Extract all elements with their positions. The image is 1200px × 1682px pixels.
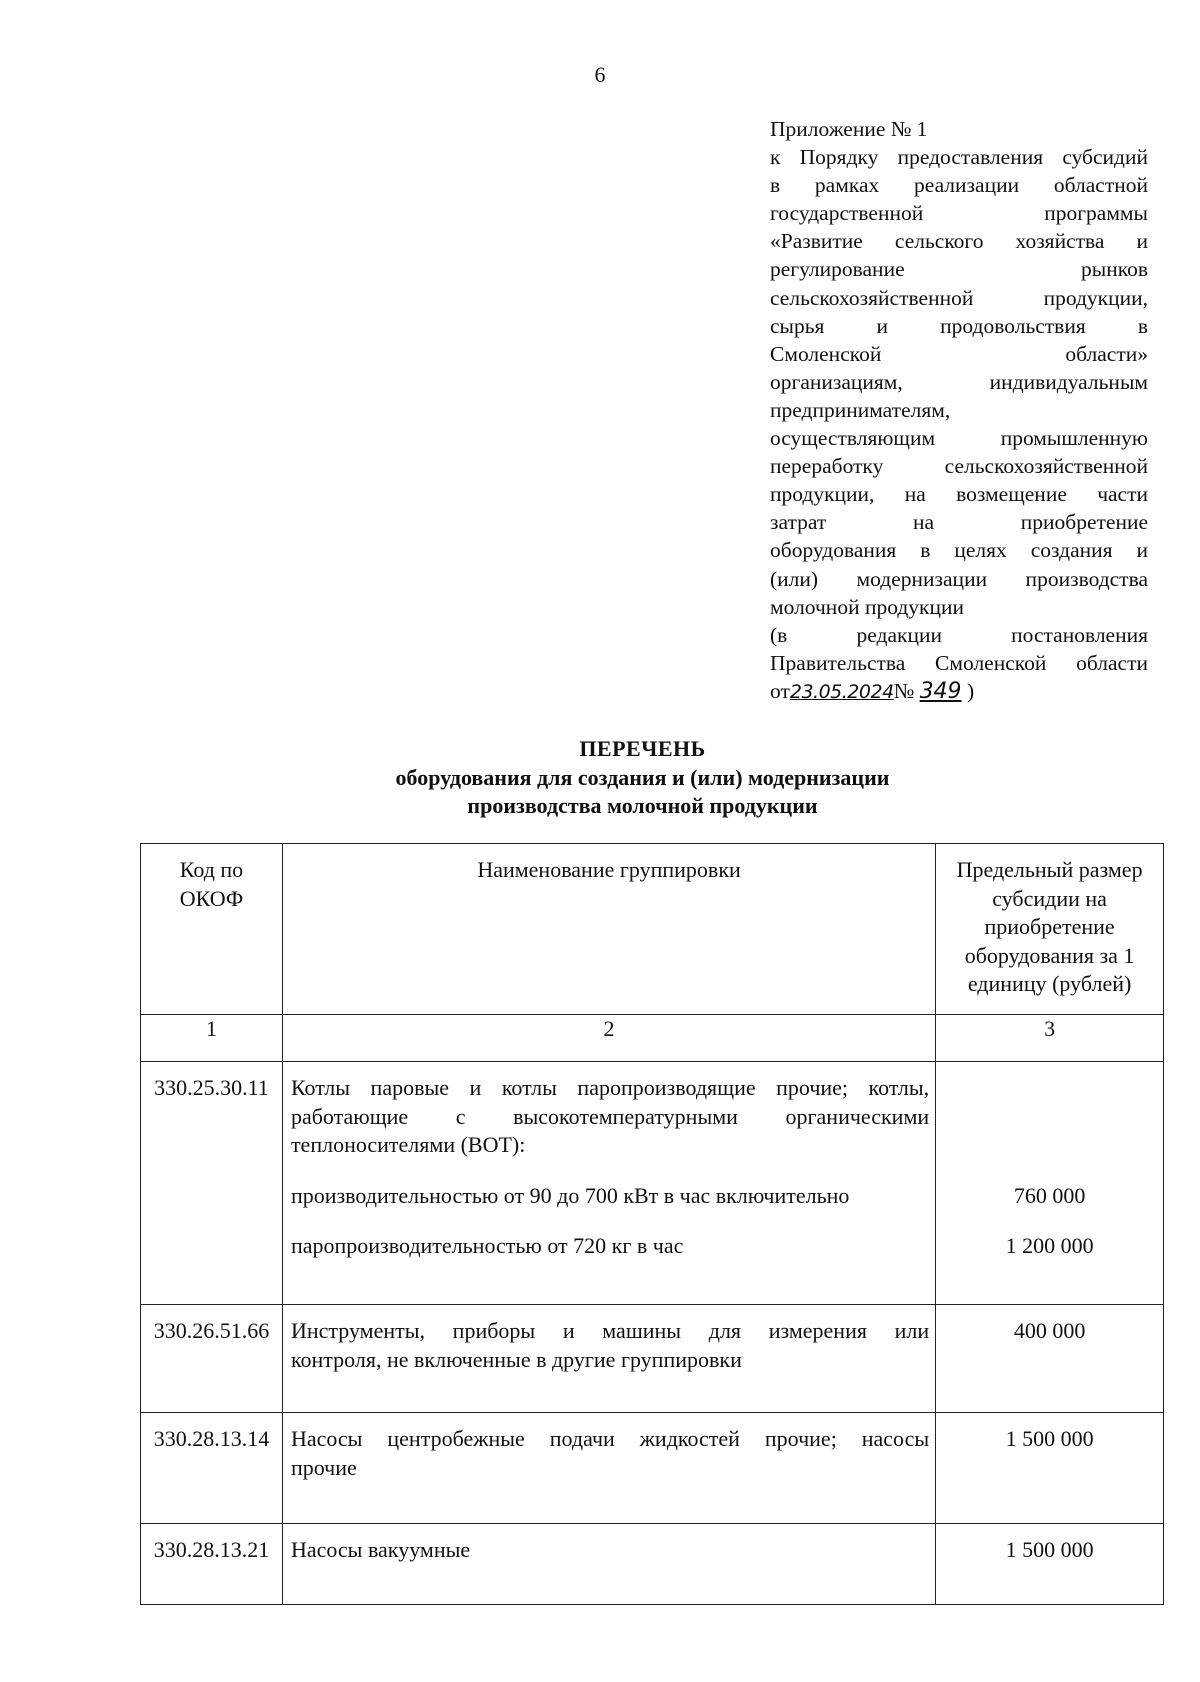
title-main: ПЕРЕЧЕНЬ	[579, 736, 706, 761]
subsidy-values-cell	[936, 1062, 1164, 1305]
subsidy-value: 1 200 000	[1005, 1233, 1094, 1258]
signature-line	[770, 677, 1148, 706]
document-title	[0, 735, 1200, 821]
appendix-line: регулирование рынков	[770, 257, 1148, 282]
table-header-row	[141, 844, 1164, 1015]
appendix-line: (или) модернизации производства	[770, 566, 1148, 591]
okof-code: 330.28.13.21	[141, 1524, 283, 1605]
appendix-line: затрат на приобретение	[770, 510, 1148, 535]
header-okof-code: Код по ОКОФ	[141, 844, 283, 1015]
appendix-line: Правительства Смоленской области	[770, 650, 1148, 675]
appendix-line: государственной программы	[770, 201, 1148, 226]
appendix-line: сельскохозяйственной продукции,	[770, 285, 1148, 310]
group-name-cell	[282, 1413, 935, 1524]
sign-prefix: от	[770, 678, 790, 703]
appendix-line: продукции, на возмещение части	[770, 482, 1148, 507]
handwritten-date: 23.05.2024	[789, 680, 894, 703]
group-name-cell	[282, 1305, 935, 1413]
subitem-capacity: производительностью от 90 до 700 кВт в час включительно	[290, 1182, 850, 1208]
appendix-line: сырья и продовольствия в	[770, 313, 1148, 338]
appendix-line: (в редакции постановления	[770, 622, 1148, 647]
handwritten-number: 349	[919, 678, 962, 704]
sign-number-label: №	[893, 678, 915, 703]
appendix-line: к Порядку предоставления субсидий	[770, 145, 1148, 170]
subsidy-value: 1 500 000	[936, 1413, 1164, 1524]
appendix-line: оборудования в целях создания и	[770, 538, 1148, 563]
subsidy-value: 1 500 000	[936, 1524, 1164, 1605]
appendix-line: переработку сельскохозяйственной	[770, 454, 1148, 479]
okof-code: 330.25.30.11	[141, 1062, 283, 1305]
group-name-cell	[282, 1062, 935, 1305]
table-row	[141, 1305, 1164, 1413]
table-row	[141, 1413, 1164, 1524]
column-number: 1	[141, 1015, 283, 1062]
appendix-block	[770, 115, 1148, 706]
sign-suffix: )	[966, 678, 975, 703]
okof-code: 330.26.51.66	[141, 1305, 283, 1413]
page-number: 6	[594, 62, 606, 87]
column-number: 2	[282, 1015, 935, 1062]
subitem-steam-capacity: паропроизводительностью от 720 кг в час	[290, 1233, 684, 1258]
group-name-line: теплоносителями (ВОТ):	[290, 1132, 526, 1157]
group-name-cell	[282, 1524, 935, 1605]
appendix-line: в рамках реализации областной	[770, 173, 1148, 198]
group-name-line: контроля, не включенные в другие группировки	[290, 1346, 742, 1372]
group-name-line: Насосы центробежные подачи жидкостей прочие; насосы	[290, 1426, 930, 1451]
group-name-line: работающие с высокотемпературными органическими	[290, 1103, 930, 1129]
title-line-2: оборудования для создания и (или) модернизации	[395, 764, 890, 790]
okof-code: 330.28.13.14	[141, 1413, 283, 1524]
group-name-line: Инструменты, приборы и машины для измерения или	[290, 1318, 930, 1343]
subsidy-value: 760 000	[1013, 1182, 1086, 1208]
appendix-line: молочной продукции	[770, 594, 964, 619]
group-name-line: Насосы вакуумные	[290, 1537, 471, 1562]
appendix-line: Приложение № 1	[770, 117, 928, 141]
appendix-line: осуществляющим промышленную	[770, 426, 1148, 451]
appendix-line: предпринимателям,	[770, 397, 951, 422]
group-name-line: Котлы паровые и котлы паропроизводящие прочие; котлы,	[290, 1075, 930, 1100]
appendix-line: «Развитие сельского хозяйства и	[770, 229, 1148, 254]
equipment-table	[140, 843, 1164, 1605]
column-number: 3	[936, 1015, 1164, 1062]
title-line-3: производства молочной продукции	[467, 793, 818, 818]
header-group-name: Наименование группировки	[282, 844, 935, 1015]
header-max-subsidy: Предельный размер субсидии на приобретение оборудования за 1 единицу (рублей)	[936, 844, 1164, 1015]
appendix-line: организациям, индивидуальным	[770, 369, 1148, 394]
table-row	[141, 1062, 1164, 1305]
subsidy-value: 400 000	[936, 1305, 1164, 1413]
group-name-line: прочие	[290, 1454, 357, 1480]
column-number-row	[141, 1015, 1164, 1062]
appendix-line: Смоленской области»	[770, 341, 1148, 366]
table-row	[141, 1524, 1164, 1605]
